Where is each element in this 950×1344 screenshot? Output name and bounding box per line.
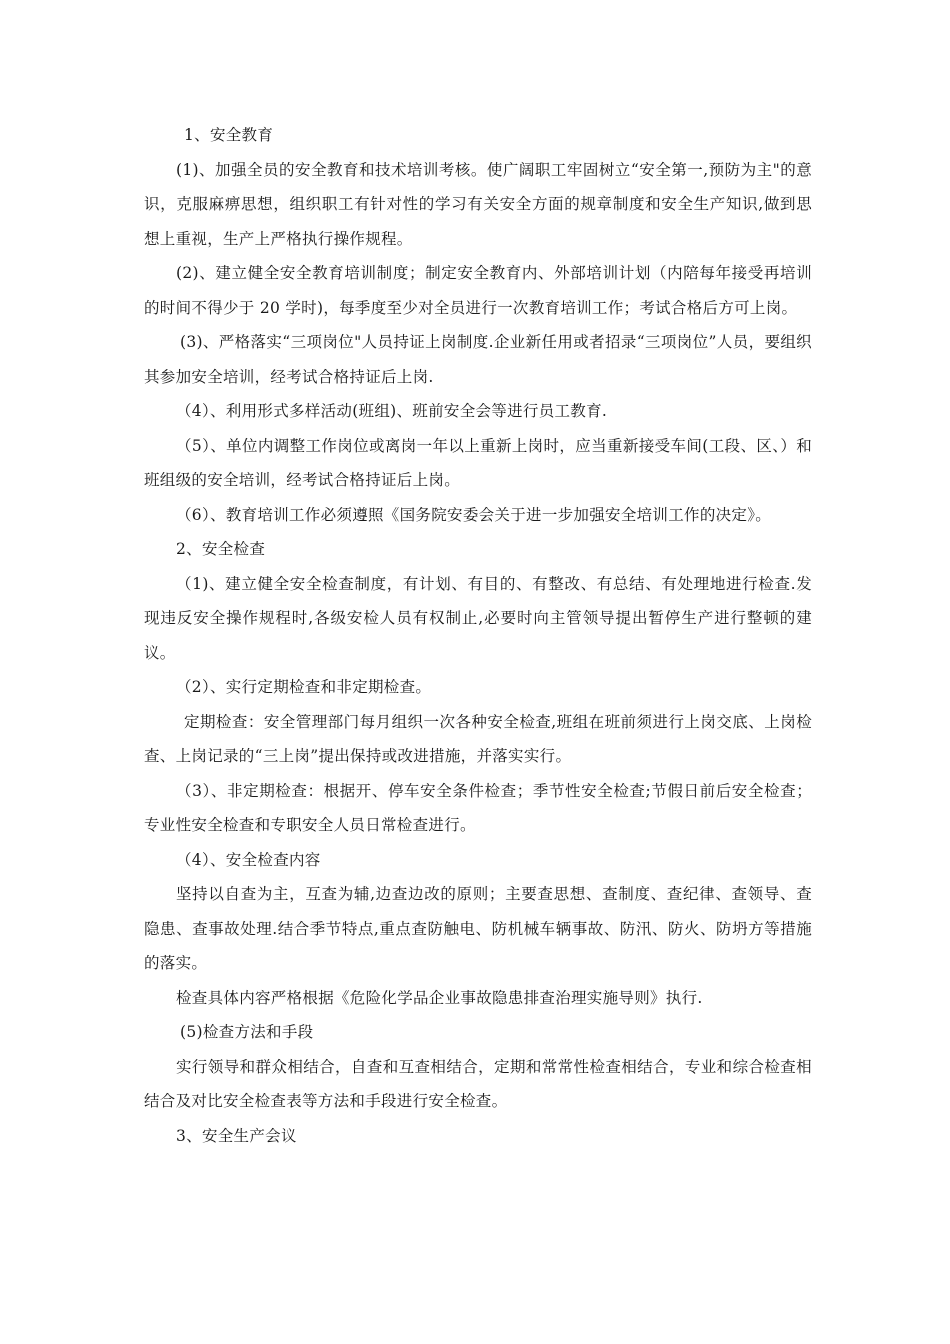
paragraph: （1)、建立健全安全检查制度，有计划、有目的、有整改、有总结、有处理地进行检查.发现违反安全操作规程时,各级安检人员有权制止,必要时向主管领导提出暂停生产进行整顿的建议。 bbox=[144, 574, 812, 662]
section-heading-safety-inspection: 2、安全检查 bbox=[176, 540, 266, 558]
paragraph: (5)检查方法和手段 bbox=[180, 1023, 314, 1041]
section-heading-safety-education: 1、安全教育 bbox=[184, 126, 274, 144]
document-body bbox=[144, 118, 812, 1153]
paragraph: （2）、实行定期检查和非定期检查。 bbox=[176, 678, 432, 696]
paragraph: （5）、单位内调整工作岗位或离岗一年以上重新上岗时，应当重新接受车间(工段、区、）和班组级的安全培训，经考试合格持证后上岗。 bbox=[144, 436, 812, 489]
paragraph: 检查具体内容严格根据《危险化学品企业事故隐患排查治理实施导则》执行. bbox=[176, 988, 703, 1007]
section-heading-safety-meeting: 3、安全生产会议 bbox=[176, 1126, 297, 1145]
paragraph: （6）、教育培训工作必须遵照《国务院安委会关于进一步加强安全培训工作的决定》。 bbox=[176, 505, 772, 524]
paragraph: 实行领导和群众相结合，自查和互查相结合，定期和常常性检查相结合，专业和综合检查相结合及对比安全检查表等方法和手段进行安全检查。 bbox=[144, 1057, 812, 1110]
paragraph: (3)、严格落实“三项岗位"人员持证上岗制度.企业新任用或者招录“三项岗位”人员，要组织其参加安全培训，经考试合格持证后上岗. bbox=[144, 333, 812, 386]
paragraph: 定期检查：安全管理部门每月组织一次各种安全检查,班组在班前须进行上岗交底、上岗检查、上岗记录的“三上岗”提出保持或改进措施，并落实实行。 bbox=[144, 712, 812, 765]
paragraph: （4）、安全检查内容 bbox=[176, 850, 321, 869]
paragraph: 坚持以自查为主，互查为辅,边查边改的原则；主要查思想、查制度、查纪律、查领导、查隐患、查事故处理.结合季节特点,重点查防触电、防机械车辆事故、防汛、防火、防坍方等措施的落实。 bbox=[144, 885, 812, 972]
paragraph: (2)、建立健全安全教育培训制度；制定安全教育内、外部培训计划（内陪每年接受再培训的时间不得少于 20 学时)，每季度至少对全员进行一次教育培训工作；考试合格后方可上岗。 bbox=[144, 264, 812, 317]
paragraph: （4）、利用形式多样活动(班组)、班前安全会等进行员工教育. bbox=[176, 402, 608, 420]
paragraph: (1)、加强全员的安全教育和技术培训考核。使广阔职工牢固树立“安全第一,预防为主"的意识，克服麻痹思想，组织职工有针对性的学习有关安全方面的规章制度和安全生产知识,做到思想上重视，生产上严格执行操作规程。 bbox=[144, 160, 812, 248]
paragraph: （3）、非定期检查：根据开、停车安全条件检查；季节性安全检查;节假日前后安全检查；专业性安全检查和专职安全人员日常检查进行。 bbox=[144, 781, 812, 834]
